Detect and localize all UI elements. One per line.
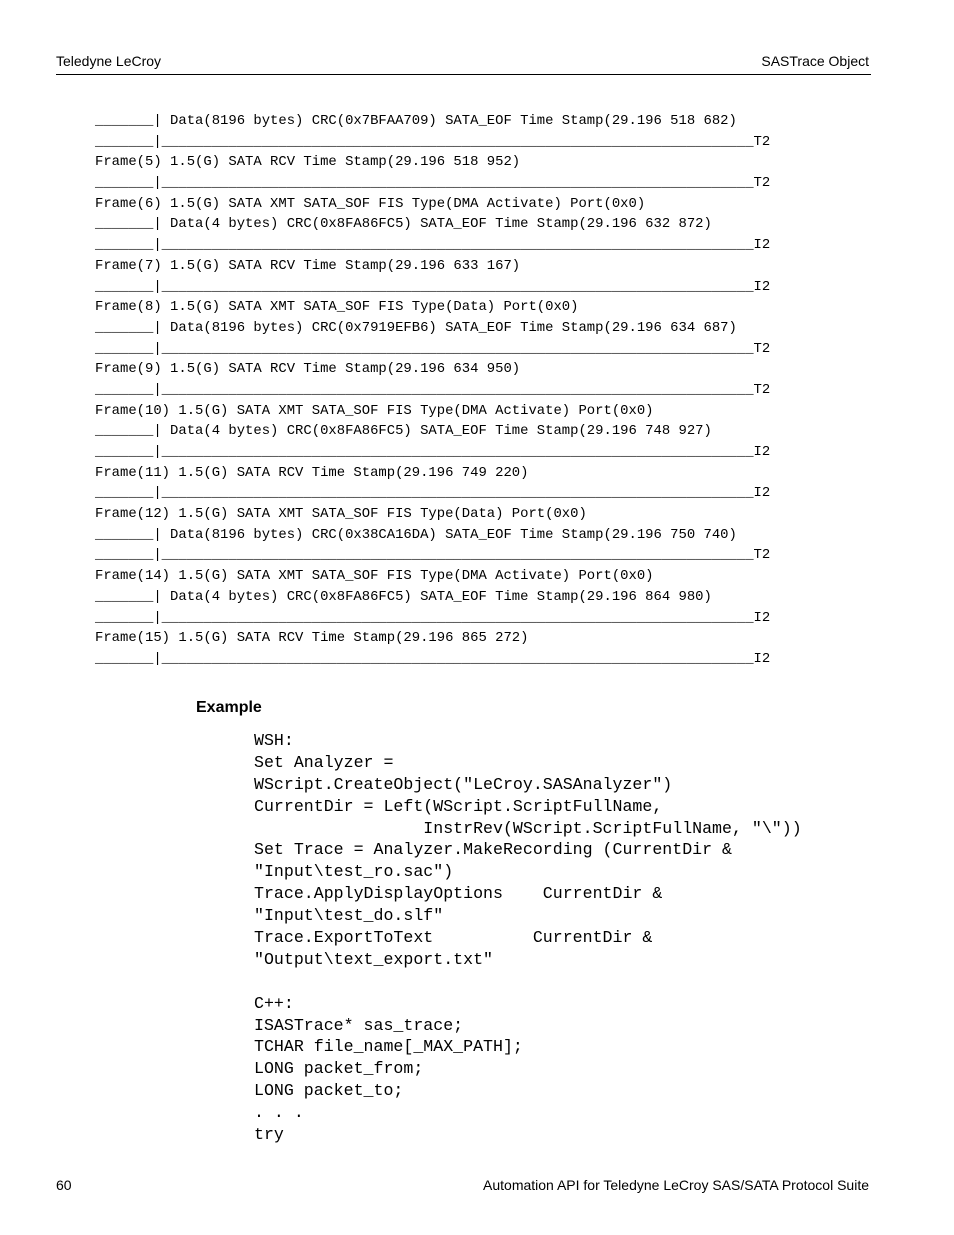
code-line: Trace.ExportToText CurrentDir & [254,928,653,948]
code-line: LONG packet_to; [254,1081,404,1101]
trace-line: _______|_______________________________________________________________________I2 [95,444,771,460]
trace-line: Frame(11) 1.5(G) SATA RCV Time Stamp(29.196 749 220) [95,464,529,481]
code-line: InstrRev(WScript.ScriptFullName, "\")) [254,818,802,838]
trace-line: _______|_______________________________________________________________________I2 [95,650,771,667]
code-line: Set Analyzer = [254,752,394,772]
code-line: "Input\test_ro.sac") [254,862,454,882]
trace-line: _______| Data(4 bytes) CRC(0x8FA86FC5) SATA_EOF Time Stamp(29.196 632 872) [95,216,712,233]
code-line: C++: [254,993,294,1013]
example-code-block [254,730,874,1146]
trace-line: Frame(14) 1.5(G) SATA XMT SATA_SOF FIS Type(DMA Activate) Port(0x0) [95,568,654,585]
trace-line: _______|_______________________________________________________________________T2 [95,381,771,398]
header-company: Teledyne LeCroy [56,53,162,69]
code-line [254,971,874,993]
trace-line: _______| Data(8196 bytes) CRC(0x7919EFB6) SATA_EOF Time Stamp(29.196 634 687) [95,319,737,336]
trace-line: _______|_______________________________________________________________________I2 [95,278,771,295]
trace-line: _______|_______________________________________________________________________T2 [95,175,771,192]
trace-line: _______| Data(4 bytes) CRC(0x8FA86FC5) SATA_EOF Time Stamp(29.196 864 980) [95,588,712,605]
code-line: ISASTrace* sas_trace; [254,1015,464,1035]
trace-line: _______| Data(8196 bytes) CRC(0x7BFAA709) SATA_EOF Time Stamp(29.196 518 682) [95,113,737,129]
trace-line: _______|_______________________________________________________________________T2 [95,547,771,564]
trace-line: Frame(15) 1.5(G) SATA RCV Time Stamp(29.196 865 272) [95,630,529,647]
code-line: WScript.CreateObject("LeCroy.SASAnalyzer") [254,774,673,794]
trace-line: _______|_______________________________________________________________________T2 [95,340,771,357]
trace-line: Frame(12) 1.5(G) SATA XMT SATA_SOF FIS Type(Data) Port(0x0) [95,506,587,523]
code-line: "Output\text_export.txt" [254,949,493,969]
code-line: CurrentDir = Left(WScript.ScriptFullName, [254,796,663,816]
header-divider [56,74,871,75]
trace-line: Frame(7) 1.5(G) SATA RCV Time Stamp(29.196 633 167) [95,257,521,274]
code-line: WSH: [254,731,294,750]
page-number: 60 [56,1177,72,1193]
trace-line: _______| Data(8196 bytes) CRC(0x38CA16DA) SATA_EOF Time Stamp(29.196 750 740) [95,526,737,543]
trace-line: _______|_______________________________________________________________________I2 [95,237,771,254]
code-line: try [254,1125,284,1145]
trace-line: Frame(5) 1.5(G) SATA RCV Time Stamp(29.196 518 952) [95,154,521,171]
trace-export-listing [95,111,865,670]
example-heading: Example [196,699,262,716]
trace-line: _______|_______________________________________________________________________T2 [95,133,771,150]
trace-line: _______|_______________________________________________________________________I2 [95,609,771,626]
trace-line: Frame(8) 1.5(G) SATA XMT SATA_SOF FIS Type(Data) Port(0x0) [95,299,579,316]
trace-line: _______| Data(4 bytes) CRC(0x8FA86FC5) SATA_EOF Time Stamp(29.196 748 927) [95,423,712,440]
code-line: LONG packet_from; [254,1059,424,1079]
code-line: TCHAR file_name[_MAX_PATH]; [254,1037,523,1057]
trace-line: Frame(10) 1.5(G) SATA XMT SATA_SOF FIS Type(DMA Activate) Port(0x0) [95,402,654,419]
code-line: . . . [254,1103,304,1123]
footer-document-title: Automation API for Teledyne LeCroy SAS/SATA Protocol Suite [483,1177,869,1193]
header-section-title: SASTrace Object [761,53,869,69]
trace-line: Frame(9) 1.5(G) SATA RCV Time Stamp(29.196 634 950) [95,361,521,378]
trace-line: Frame(6) 1.5(G) SATA XMT SATA_SOF FIS Type(DMA Activate) Port(0x0) [95,195,646,212]
code-line: "Input\test_do.slf" [254,906,444,926]
code-line: Set Trace = Analyzer.MakeRecording (CurrentDir & [254,840,732,860]
code-line: Trace.ApplyDisplayOptions CurrentDir & [254,884,663,904]
trace-line: _______|_______________________________________________________________________I2 [95,485,771,502]
